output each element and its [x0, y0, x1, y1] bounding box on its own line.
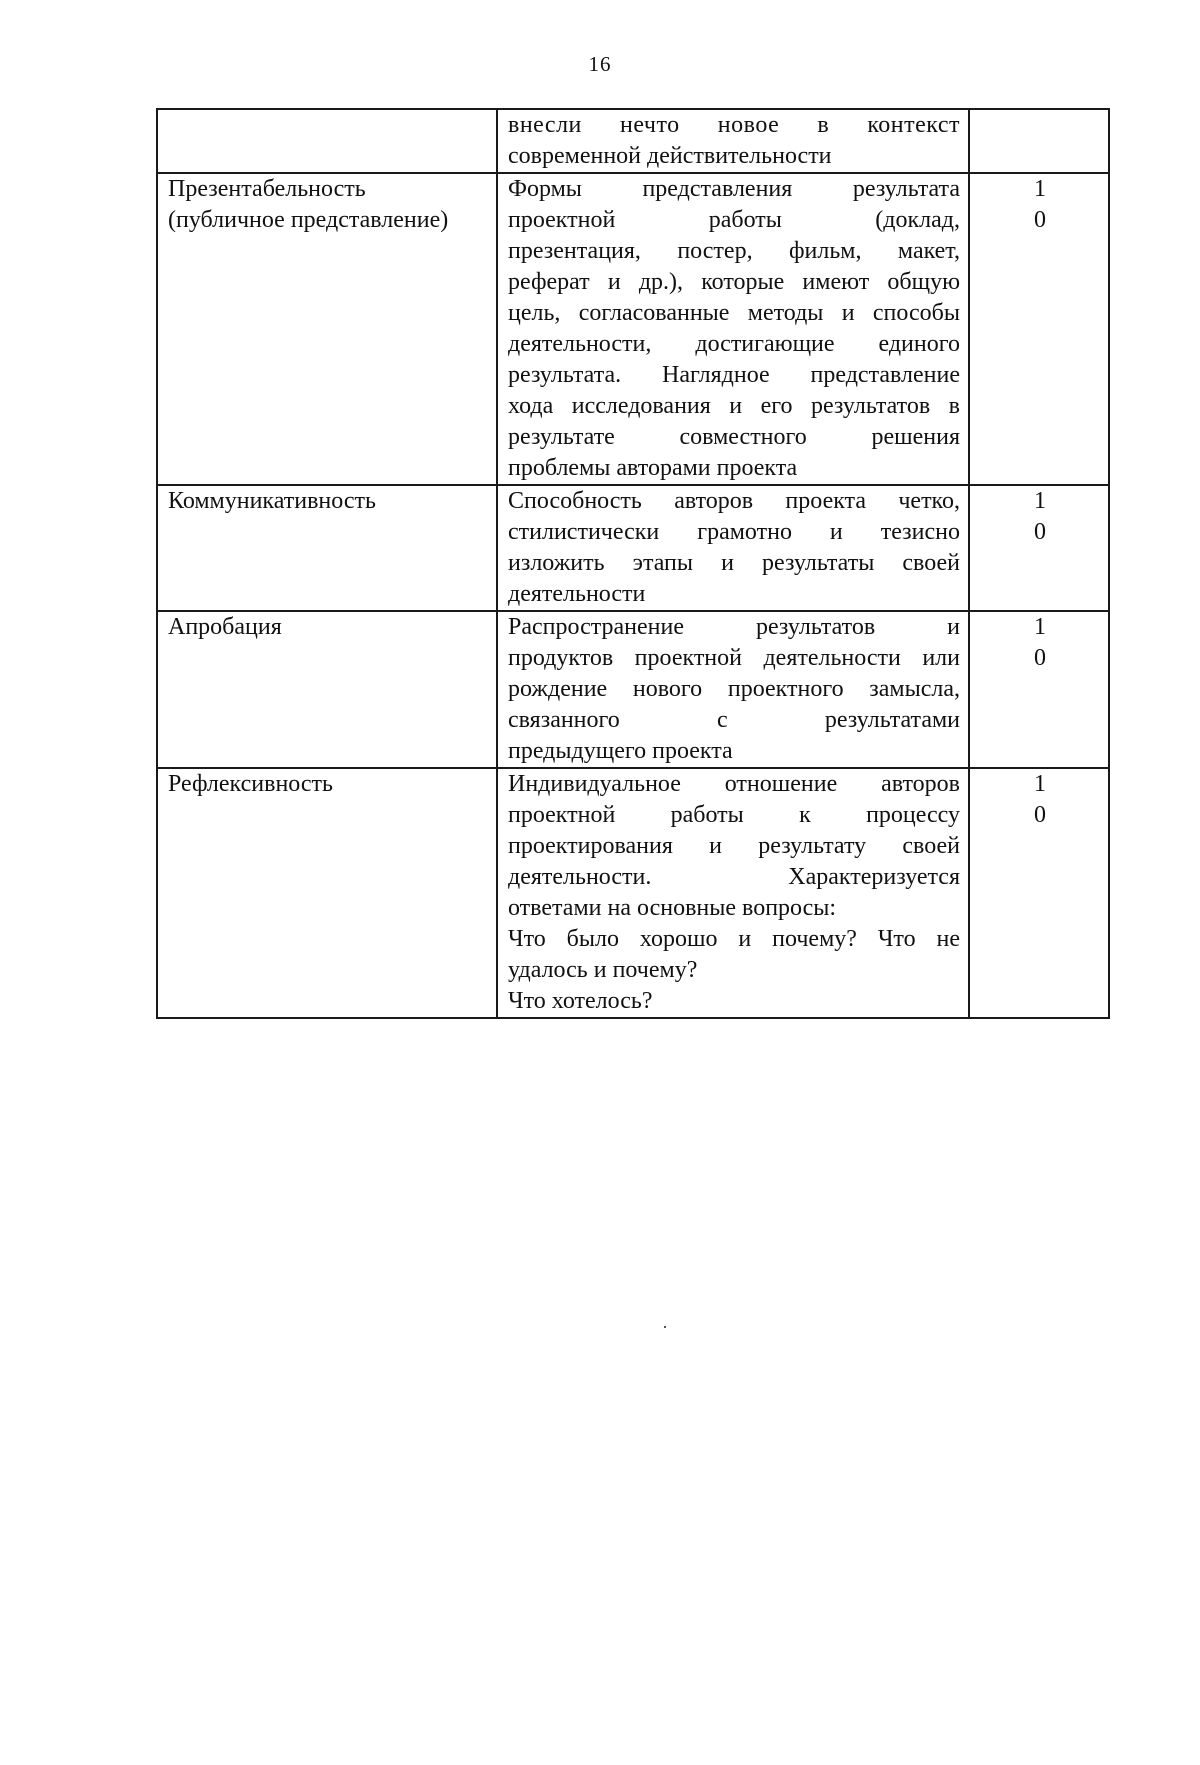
description-line: рождение нового проектного замысла,	[508, 676, 960, 702]
description-line: результате совместного решения	[508, 424, 960, 450]
description-line: проектной работы (доклад,	[508, 207, 960, 233]
table-row	[157, 611, 1109, 768]
description-line: реферат и др.), которые имеют общую	[508, 269, 960, 295]
score-value: 1	[1034, 614, 1046, 640]
description-line: деятельности, достигающие единого	[508, 331, 960, 357]
score-cell	[969, 173, 1109, 485]
description-line: внесли нечто новое в контекст	[508, 112, 960, 138]
criterion-cell: Презентабельность (публичное представление)	[157, 173, 497, 485]
description-line: проектной работы к процессу	[508, 802, 960, 828]
description-line: ответами на основные вопросы:	[508, 895, 837, 921]
table-row	[157, 173, 1109, 485]
score-value: 0	[1034, 207, 1046, 233]
score-cell	[969, 109, 1109, 173]
score-value: 0	[1034, 645, 1046, 671]
description-line: деятельности	[508, 581, 646, 607]
description-cell	[497, 611, 969, 768]
description-line: стилистически грамотно и тезисно	[508, 519, 960, 545]
description-line: хода исследования и его результатов в	[508, 393, 960, 419]
description-line: связанного с результатами	[508, 707, 960, 733]
description-line: предыдущего проекта	[508, 738, 733, 764]
description-line: Формы представления результата	[508, 176, 960, 202]
description-line: продуктов проектной деятельности или	[508, 645, 960, 671]
score-cell	[969, 485, 1109, 611]
description-line: проектирования и результату своей	[508, 833, 960, 859]
description-cell	[497, 485, 969, 611]
criterion-cell	[157, 109, 497, 173]
description-cell	[497, 768, 969, 1018]
score-value: 1	[1034, 771, 1046, 797]
table-row	[157, 768, 1109, 1018]
criterion-cell: Коммуникативность	[157, 485, 497, 611]
description-line: результата. Наглядное представление	[508, 362, 960, 388]
description-line: изложить этапы и результаты своей	[508, 550, 960, 576]
description-line: современной действительности	[508, 143, 832, 169]
score-cell	[969, 611, 1109, 768]
criterion-cell: Апробация	[157, 611, 497, 768]
description-line: проблемы авторами проекта	[508, 455, 798, 481]
description-cell	[497, 109, 969, 173]
score-value: 0	[1034, 519, 1046, 545]
description-line: удалось и почему?	[508, 957, 698, 983]
description-line: цель, согласованные методы и способы	[508, 300, 960, 326]
description-line: Что было хорошо и почему? Что не	[508, 926, 960, 952]
description-line: презентация, постер, фильм, макет,	[508, 238, 960, 264]
description-line: Что хотелось?	[508, 988, 653, 1014]
description-line: Способность авторов проекта четко,	[508, 488, 960, 514]
description-line: деятельности. Характеризуется	[508, 864, 960, 890]
criterion-cell: Рефлексивность	[157, 768, 497, 1018]
score-value: 1	[1034, 488, 1046, 514]
description-line: Индивидуальное отношение авторов	[508, 771, 960, 797]
score-value: 1	[1034, 176, 1046, 202]
table-row	[157, 109, 1109, 173]
criteria-table	[156, 108, 1110, 1019]
description-cell	[497, 173, 969, 485]
page-number: 16	[588, 52, 612, 76]
score-cell	[969, 768, 1109, 1018]
description-line: Распространение результатов и	[508, 614, 960, 640]
scan-speck	[664, 1326, 666, 1328]
table-row	[157, 485, 1109, 611]
score-value: 0	[1034, 802, 1046, 828]
criteria-table-body	[157, 109, 1109, 1018]
